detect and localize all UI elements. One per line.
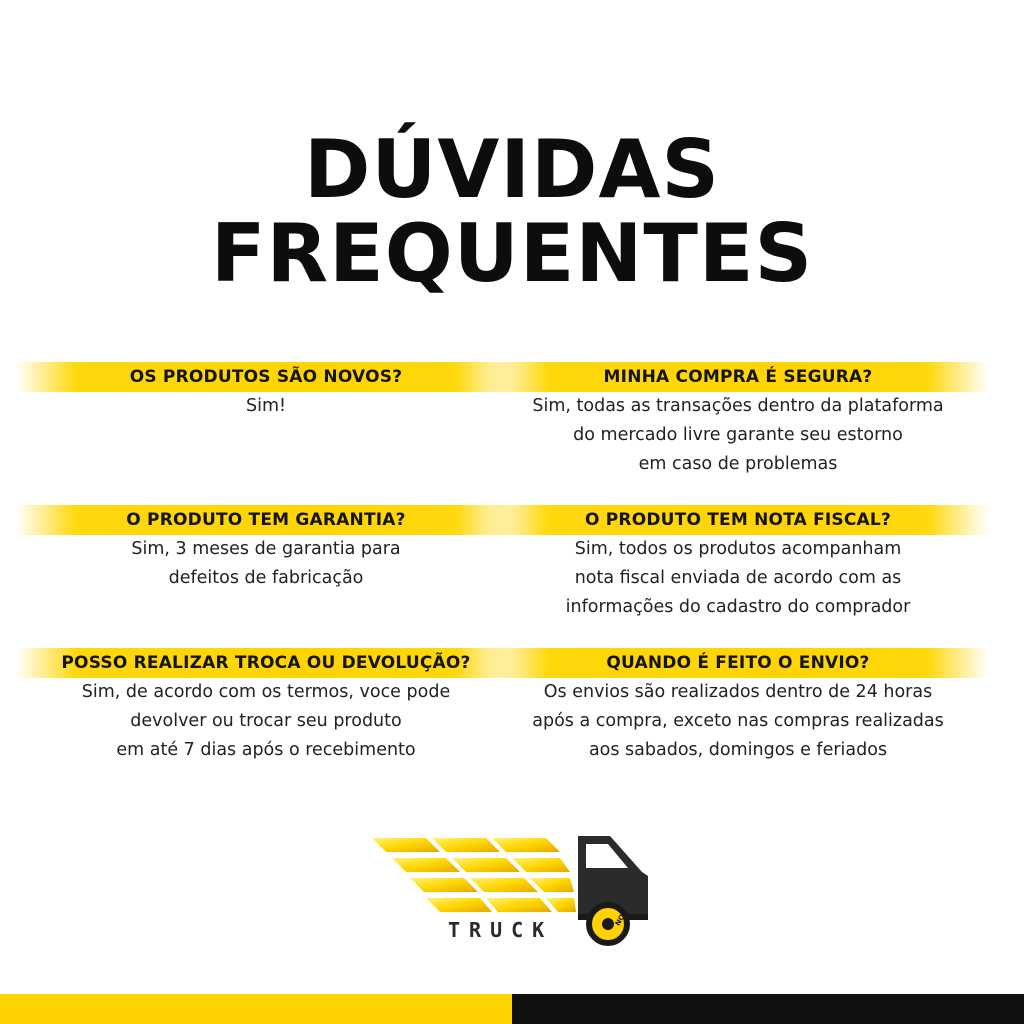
faq-item xyxy=(488,505,988,622)
answer-line: após a compra, exceto nas compras realizadas xyxy=(532,711,944,731)
brand-logo xyxy=(370,830,660,950)
faq-item xyxy=(16,505,516,593)
answer-line: devolver ou trocar seu produto xyxy=(130,711,402,731)
faq-question: OS PRODUTOS SÃO NOVOS? xyxy=(129,367,403,387)
brand-wordmark: TRUCK xyxy=(448,918,554,942)
answer-line: Sim, 3 meses de garantia para xyxy=(131,539,401,559)
answer-line: nota fiscal enviada de acordo com as xyxy=(574,568,902,588)
answer-line: do mercado livre garante seu estorno xyxy=(573,425,903,445)
question-band xyxy=(488,505,988,535)
answer-line: defeitos de fabricação xyxy=(168,568,364,588)
answer-line: em caso de problemas xyxy=(638,454,838,474)
question-band xyxy=(488,362,988,392)
faq-item xyxy=(16,648,516,765)
footer-bar-yellow xyxy=(0,994,512,1024)
answer-line: Sim, todas as transações dentro da plataforma xyxy=(532,396,944,416)
faq-answer xyxy=(488,678,988,765)
faq-question: POSSO REALIZAR TROCA OU DEVOLUÇÃO? xyxy=(61,653,471,673)
faq-answer xyxy=(16,678,516,765)
faq-answer xyxy=(488,392,988,479)
answer-line: em até 7 dias após o recebimento xyxy=(116,740,416,760)
brand-wheel-text: NOS xyxy=(613,908,630,928)
faq-item xyxy=(16,362,516,421)
faq-item xyxy=(488,362,988,479)
answer-line: Sim, todos os produtos acompanham xyxy=(574,539,902,559)
answer-line: aos sabados, domingos e feriados xyxy=(588,740,888,760)
faq-answer xyxy=(16,392,516,421)
page-title-line-2: FREQUENTES xyxy=(210,207,814,300)
footer-bar-black xyxy=(512,994,1024,1024)
answer-line: Sim! xyxy=(245,396,287,416)
page-title-line-1: DÚVIDAS xyxy=(304,123,720,216)
answer-line: Os envios são realizados dentro de 24 horas xyxy=(543,682,933,702)
faq-question: MINHA COMPRA É SEGURA? xyxy=(603,367,873,387)
faq-question: O PRODUTO TEM GARANTIA? xyxy=(126,510,406,530)
question-band xyxy=(16,362,516,392)
question-band xyxy=(16,505,516,535)
faq-question: O PRODUTO TEM NOTA FISCAL? xyxy=(584,510,892,530)
faq-item xyxy=(488,648,988,765)
faq-question: QUANDO É FEITO O ENVIO? xyxy=(606,653,870,673)
faq-answer xyxy=(488,535,988,622)
faq-answer xyxy=(16,535,516,593)
answer-line: Sim, de acordo com os termos, voce pode xyxy=(81,682,451,702)
question-band xyxy=(488,648,988,678)
question-band xyxy=(16,648,516,678)
answer-line: informações do cadastro do comprador xyxy=(565,597,911,617)
